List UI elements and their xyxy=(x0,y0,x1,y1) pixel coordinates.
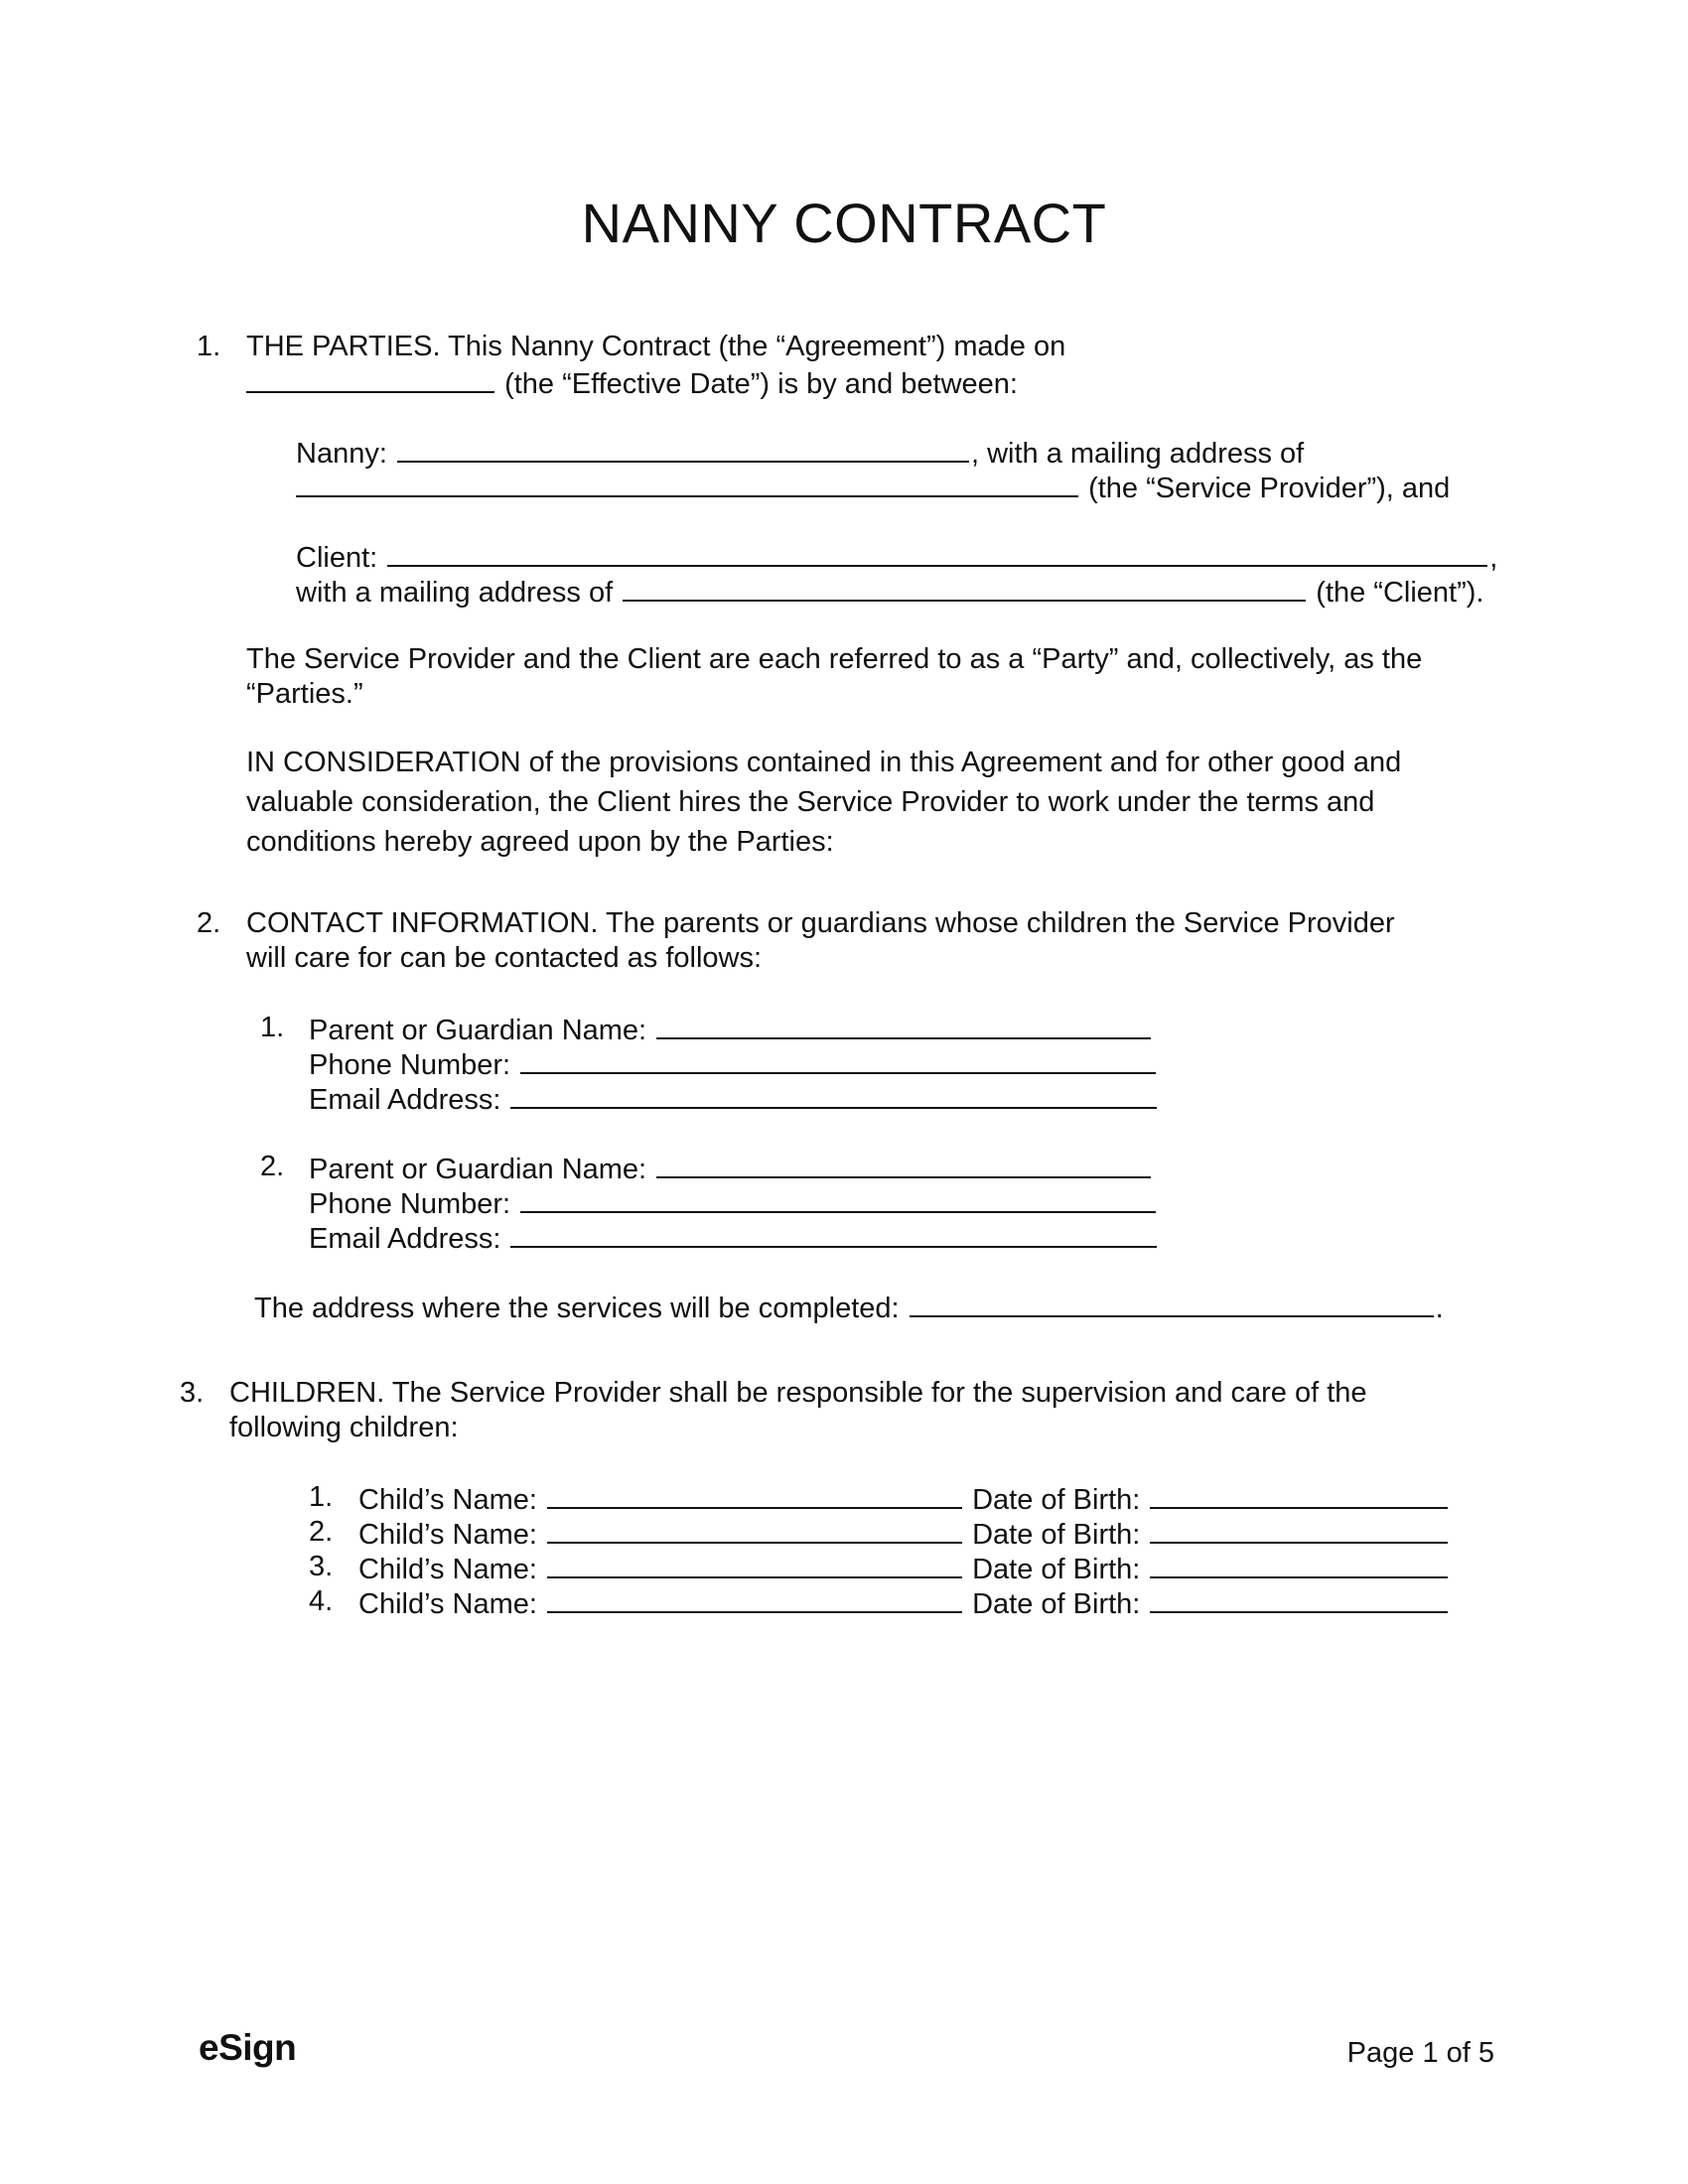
guardian-2-name-line xyxy=(309,1150,1153,1187)
client-address-line xyxy=(296,573,1483,611)
phone-label: Phone Number: xyxy=(309,1049,511,1081)
effective-date-line xyxy=(246,364,1018,402)
client-name-field[interactable] xyxy=(387,538,1487,567)
client-comma: , xyxy=(1489,542,1498,574)
guardian-1-number: 1. xyxy=(260,1012,285,1043)
service-address-label: The address where the services will be completed: xyxy=(254,1293,900,1324)
nanny-address-field[interactable] xyxy=(296,469,1078,497)
child-name-label: Child’s Name: xyxy=(358,1554,537,1585)
child-1-number: 1. xyxy=(309,1481,334,1513)
nanny-address-line xyxy=(296,469,1450,506)
guardian-2-email-line xyxy=(309,1219,1159,1257)
client-label-suffix: (the “Client”). xyxy=(1316,577,1484,609)
dob-label: Date of Birth: xyxy=(972,1519,1141,1551)
child-4-name-field[interactable] xyxy=(547,1584,962,1613)
effective-date-field[interactable] xyxy=(246,364,494,393)
guardian-1-name-field[interactable] xyxy=(656,1011,1151,1039)
parties-definition-line-1: The Service Provider and the Client are each referred to as a “Party” and, collectively, as the xyxy=(246,643,1423,675)
child-4-number: 4. xyxy=(309,1585,334,1617)
child-3-dob-field[interactable] xyxy=(1150,1550,1448,1578)
parties-definition-line-2: “Parties.” xyxy=(246,678,363,710)
child-name-label: Child’s Name: xyxy=(358,1588,537,1620)
service-address-period: . xyxy=(1435,1293,1444,1324)
child-3-line xyxy=(358,1550,1450,1587)
guardian-2-phone-line xyxy=(309,1184,1158,1222)
nanny-name-field[interactable] xyxy=(397,434,969,463)
child-name-label: Child’s Name: xyxy=(358,1484,537,1516)
nanny-address-intro: , with a mailing address of xyxy=(970,438,1305,470)
guardian-1-phone-field[interactable] xyxy=(520,1045,1156,1074)
section-3-heading: CHILDREN. The Service Provider shall be responsible for the supervision and care of the xyxy=(229,1377,1367,1409)
child-4-dob-field[interactable] xyxy=(1150,1584,1448,1613)
dob-label: Date of Birth: xyxy=(972,1484,1141,1516)
document-title: NANNY CONTRACT xyxy=(581,192,1107,254)
child-1-name-field[interactable] xyxy=(547,1480,962,1509)
child-2-line xyxy=(358,1515,1450,1553)
service-provider-label: (the “Service Provider”), and xyxy=(1088,473,1451,504)
guardian-1-email-line xyxy=(309,1080,1159,1118)
esign-logo: eSign xyxy=(199,2027,297,2068)
guardian-2-name-field[interactable] xyxy=(656,1150,1151,1178)
section-2-heading-line-2: will care for can be contacted as follows: xyxy=(246,942,763,974)
guardian-1-email-field[interactable] xyxy=(510,1080,1157,1109)
child-2-dob-field[interactable] xyxy=(1150,1515,1448,1544)
client-address-field[interactable] xyxy=(623,573,1306,602)
phone-label: Phone Number: xyxy=(309,1188,511,1220)
nanny-line xyxy=(296,434,1304,472)
section-1-heading: THE PARTIES. This Nanny Contract (the “Agreement”) made on xyxy=(246,331,1066,362)
client-address-intro: with a mailing address of xyxy=(296,577,614,609)
child-4-line xyxy=(358,1584,1450,1622)
section-2-number: 2. xyxy=(197,907,221,939)
child-2-number: 2. xyxy=(309,1516,334,1548)
client-label: Client: xyxy=(296,542,378,574)
effective-date-label: (the “Effective Date”) is by and between: xyxy=(504,368,1018,400)
service-address-line xyxy=(254,1289,1444,1326)
email-label: Email Address: xyxy=(309,1084,501,1116)
dob-label: Date of Birth: xyxy=(972,1588,1141,1620)
section-3-number: 3. xyxy=(180,1377,205,1409)
child-1-dob-field[interactable] xyxy=(1150,1480,1448,1509)
guardian-name-label: Parent or Guardian Name: xyxy=(309,1154,647,1185)
section-3-heading-line-2: following children: xyxy=(229,1412,459,1443)
dob-label: Date of Birth: xyxy=(972,1554,1141,1585)
nanny-label: Nanny: xyxy=(296,438,387,470)
section-1-number: 1. xyxy=(197,331,221,362)
consideration-line-1: IN CONSIDERATION of the provisions contained in this Agreement and for other good and xyxy=(246,747,1402,778)
consideration-line-2: valuable consideration, the Client hires the Service Provider to work under the terms and xyxy=(246,786,1375,818)
guardian-1-name-line xyxy=(309,1011,1153,1048)
child-name-label: Child’s Name: xyxy=(358,1519,537,1551)
child-2-name-field[interactable] xyxy=(547,1515,962,1544)
client-line xyxy=(296,538,1497,576)
child-3-number: 3. xyxy=(309,1551,334,1582)
guardian-2-phone-field[interactable] xyxy=(520,1184,1156,1213)
guardian-2-number: 2. xyxy=(260,1151,285,1182)
section-2-heading: CONTACT INFORMATION. The parents or guardians whose children the Service Provider xyxy=(246,907,1395,939)
guardian-1-phone-line xyxy=(309,1045,1158,1083)
guardian-2-email-field[interactable] xyxy=(510,1219,1157,1248)
consideration-line-3: conditions hereby agreed upon by the Parties: xyxy=(246,826,834,858)
email-label: Email Address: xyxy=(309,1223,501,1255)
page-number: Page 1 of 5 xyxy=(1346,2037,1494,2069)
child-3-name-field[interactable] xyxy=(547,1550,962,1578)
child-1-line xyxy=(358,1480,1450,1518)
consideration-paragraph xyxy=(246,743,1401,862)
service-address-field[interactable] xyxy=(910,1289,1434,1317)
guardian-name-label: Parent or Guardian Name: xyxy=(309,1015,647,1046)
